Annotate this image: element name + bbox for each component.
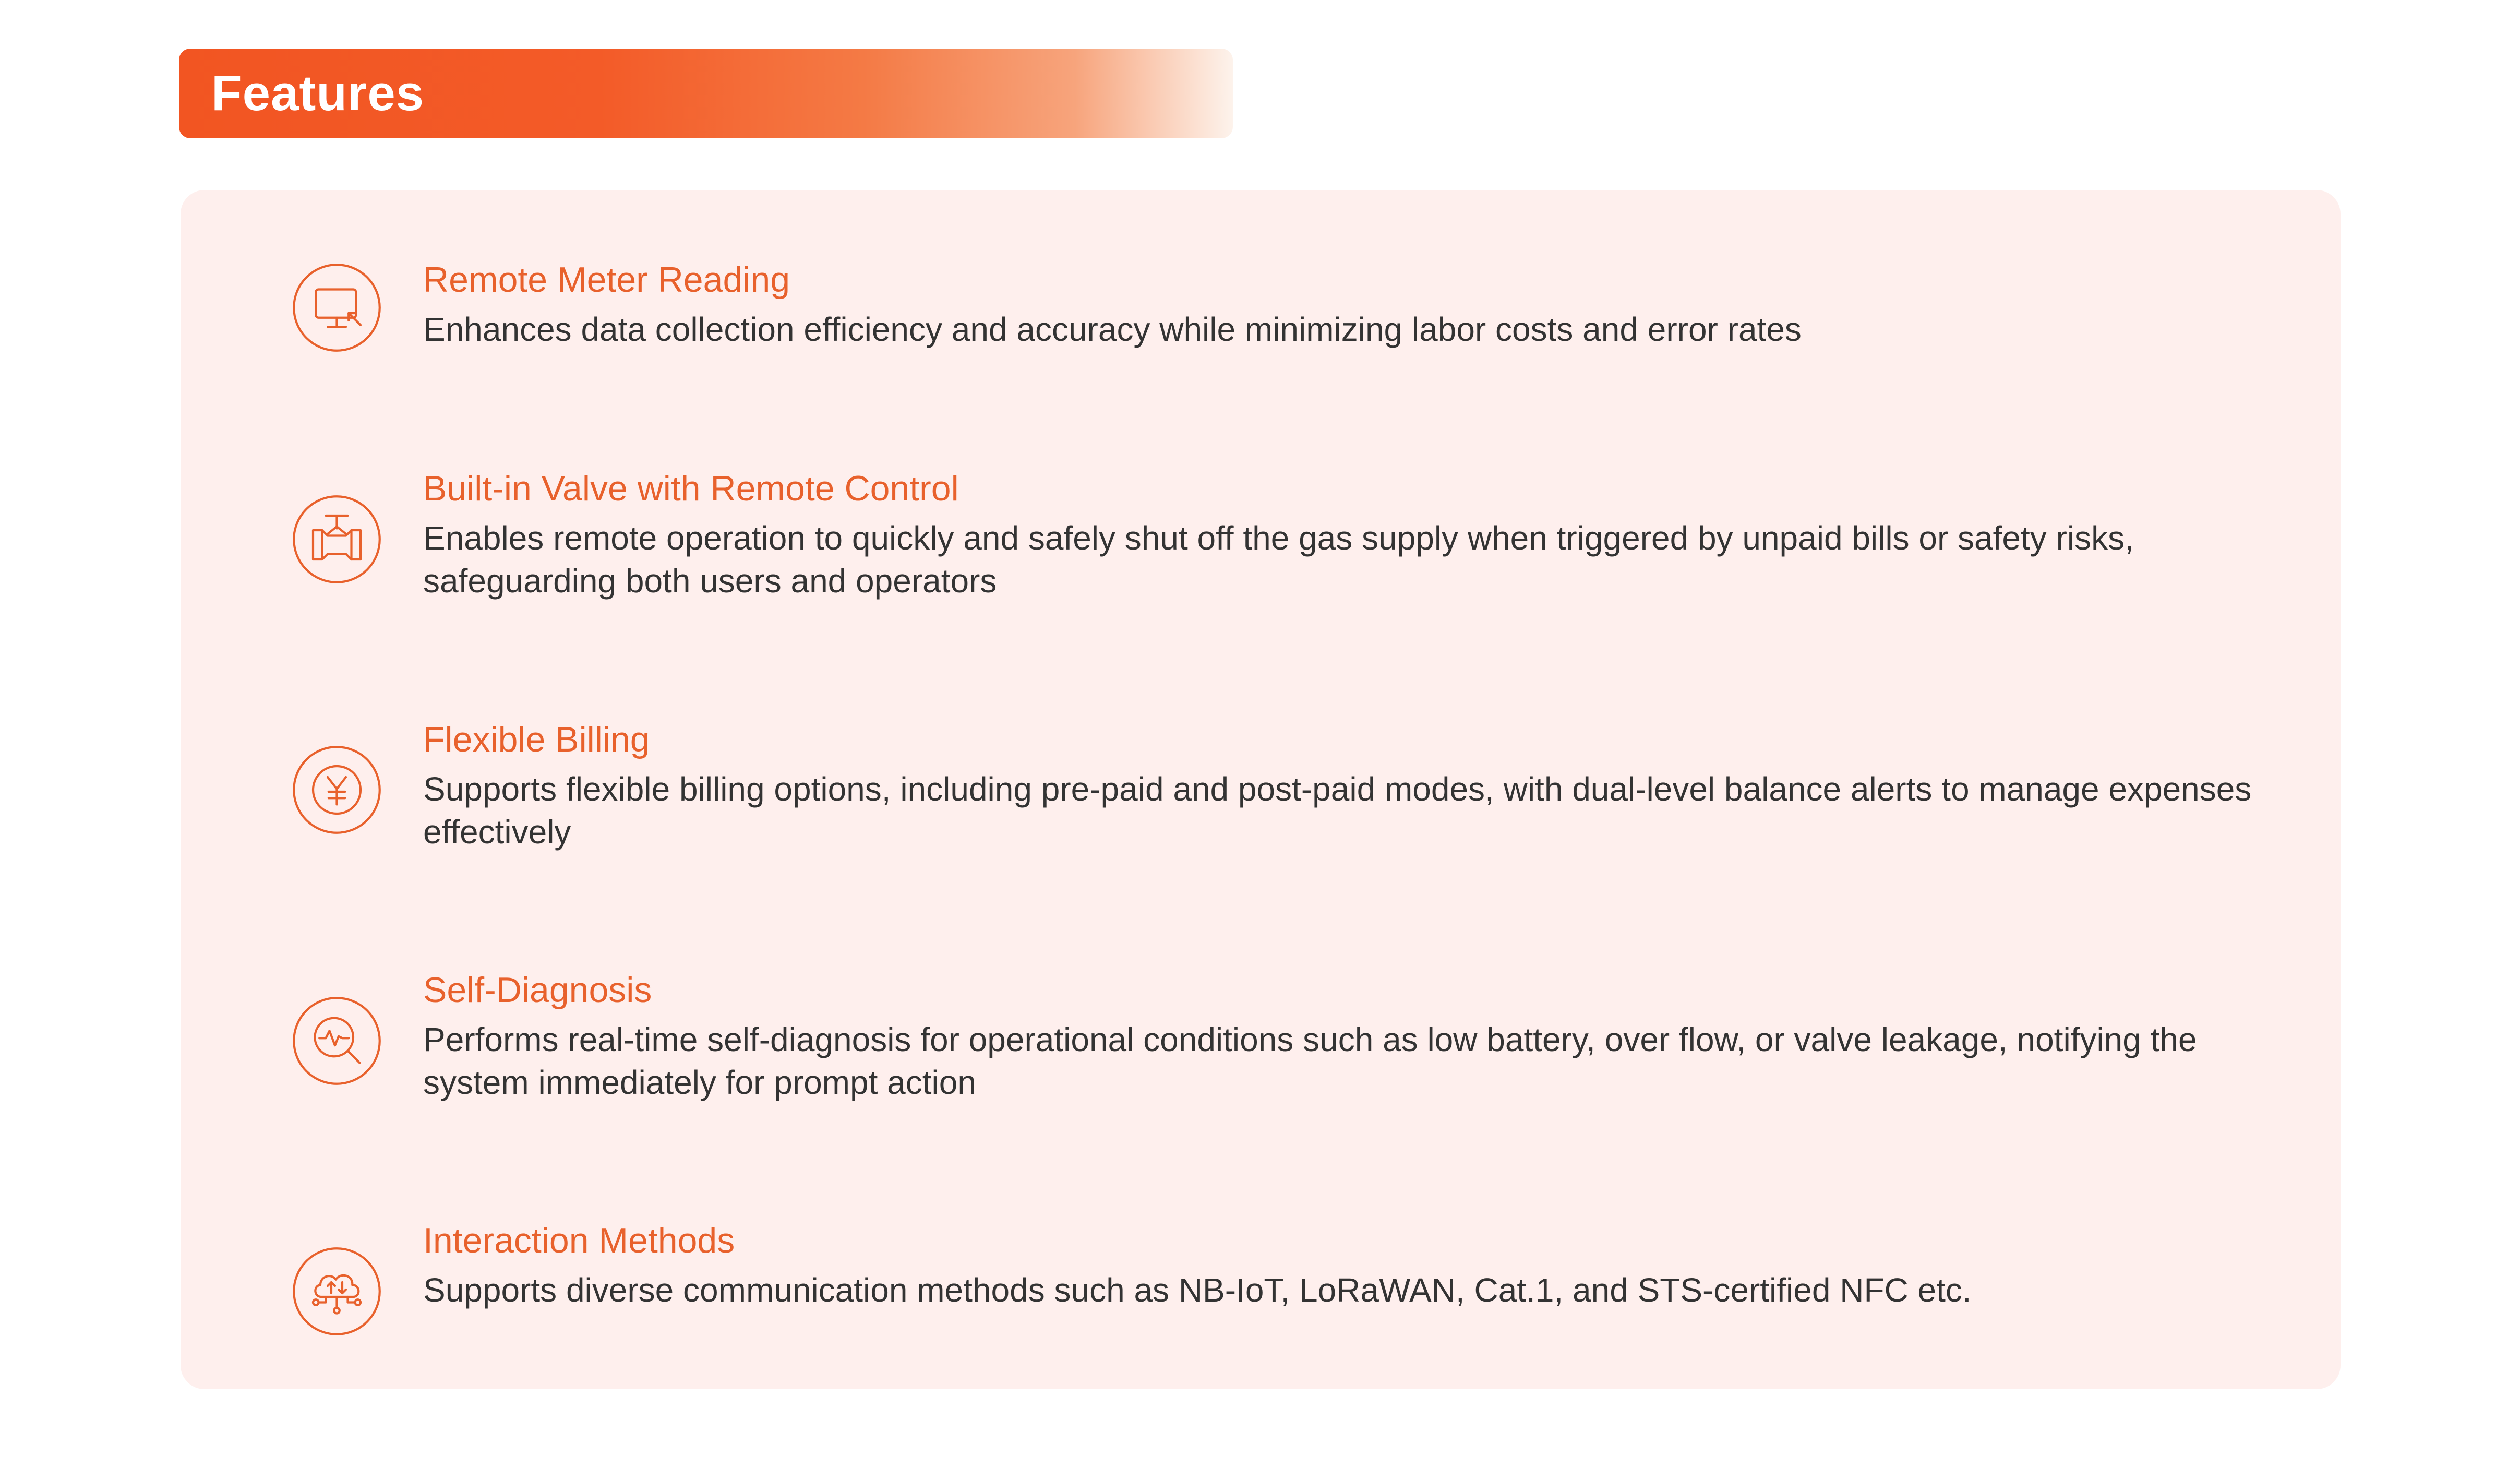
feature-description: Enhances data collection efficiency and accuracy while minimizing labor costs and error rates xyxy=(423,311,1802,348)
diagnosis-icon xyxy=(291,995,382,1087)
section-title: Features xyxy=(211,65,425,121)
feature-description: Enables remote operation to quickly and safely shut off the gas supply when triggered by unpaid bills or safety risks, safeguarding both users and operators xyxy=(423,519,2134,600)
feature-title: Flexible Billing xyxy=(423,720,650,759)
cloud-network-icon xyxy=(291,1246,382,1337)
features-panel xyxy=(181,190,2341,1389)
valve-icon xyxy=(291,494,382,585)
features-banner xyxy=(179,49,1233,138)
feature-description: Supports flexible billing options, including pre-paid and post-paid modes, with dual-level balance alerts to manage expenses effectively xyxy=(423,770,2252,851)
feature-description: Supports diverse communication methods such as NB-IoT, LoRaWAN, Cat.1, and STS-certified NFC etc. xyxy=(423,1271,1972,1309)
monitor-icon xyxy=(291,262,382,353)
yen-icon xyxy=(291,744,382,836)
feature-title: Built-in Valve with Remote Control xyxy=(423,469,959,508)
feature-description: Performs real-time self-diagnosis for operational conditions such as low battery, over flow, or valve leakage, notifying the system immediately for prompt action xyxy=(423,1021,2197,1101)
feature-title: Remote Meter Reading xyxy=(423,260,790,300)
feature-title: Self-Diagnosis xyxy=(423,970,652,1010)
feature-title: Interaction Methods xyxy=(423,1221,735,1260)
